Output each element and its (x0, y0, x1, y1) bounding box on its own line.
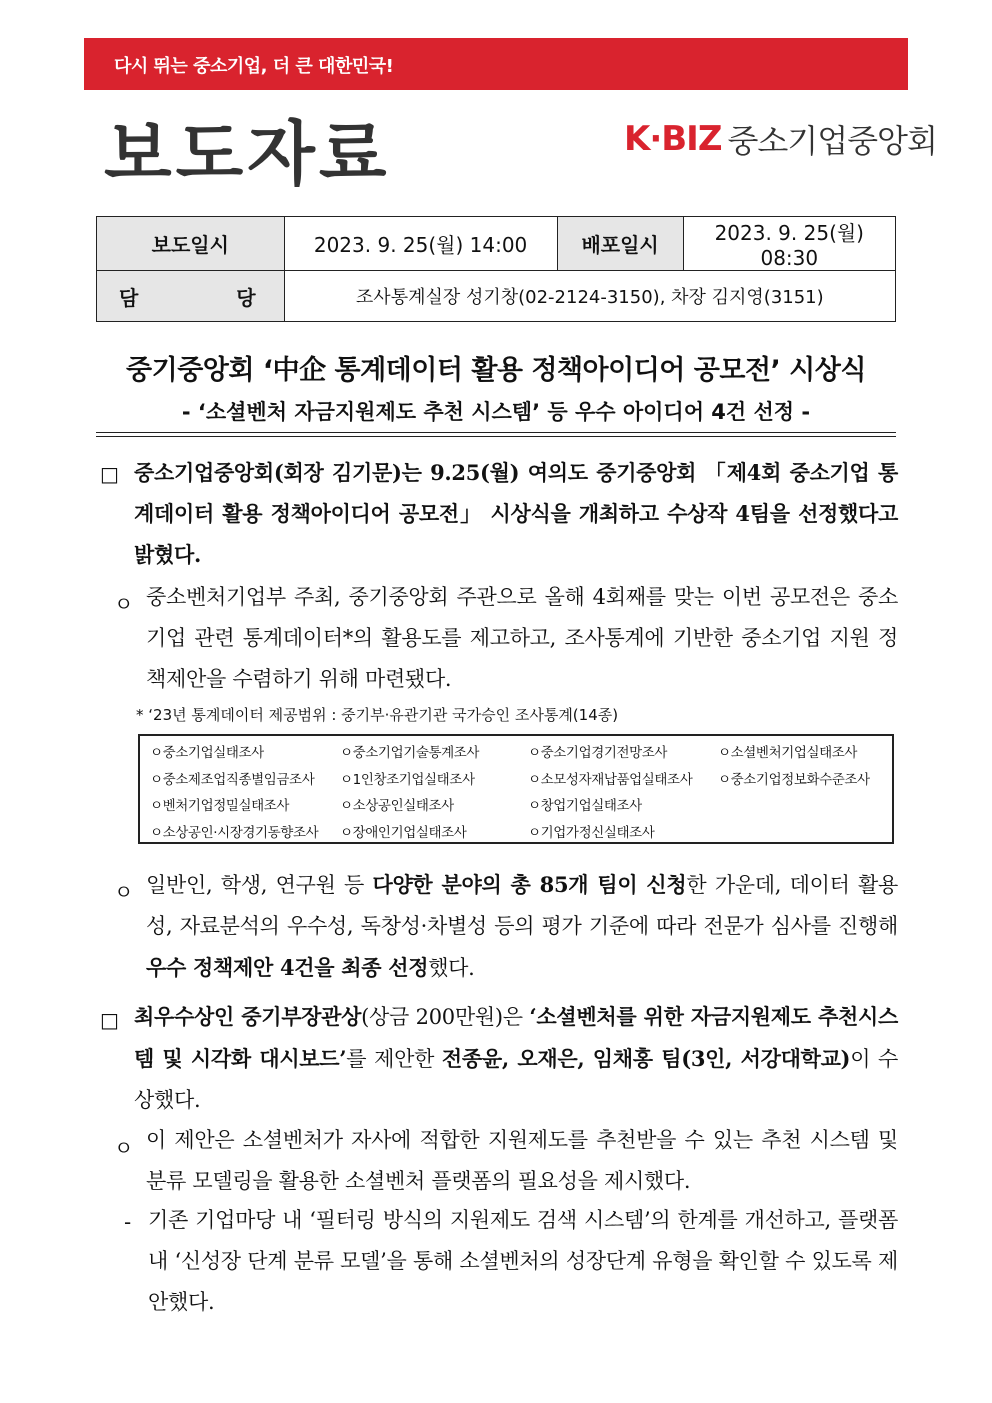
text-run: 한 가운데, 데이터 활용성, 자료분석의 우수성, 독창성·차별성 등의 평가 기준에 따라 전문가 심사를 진행해 (146, 873, 898, 938)
text-run: 이 수상했다. (134, 1047, 899, 1112)
survey-item: ㅇ중소기업실태조사 (150, 745, 264, 762)
survey-item: ㅇ중소제조업직종별임금조사 (150, 771, 315, 788)
text-run: 했다. (428, 956, 475, 980)
survey-item: ㅇ소모성자재납품업실태조사 (528, 771, 693, 788)
release-date-value: 2023. 9. 25(월) 14:00 (284, 217, 557, 271)
circle-bullet: ㅇ (114, 592, 134, 616)
square-bullet: □ (100, 1008, 119, 1032)
slogan-banner (84, 38, 908, 90)
paragraph-proposal: 이 제안은 소셜벤처가 자사에 적합한 지원제도를 추천받을 수 있는 추천 시스템 및 분류 모델링을 활용한 소셜벤처 플랫폼의 필요성을 제시했다. (146, 1128, 898, 1193)
paragraph-improvement: 기존 기업마당 내 ‘필터링 방식의 지원제도 검색 시스템’의 한계를 개선하고, 플랫폼 내 ‘신성장 단계 분류 모델’을 통해 소셜벤처의 성장단계 유형을 확인할 수 있도록 제안했다. (148, 1208, 898, 1314)
paragraph-contest-overview: 중소벤처기업부 주최, 중기중앙회 주관으로 올해 4회째를 맞는 이번 공모전은 중소기업 관련 통계데이터*의 활용도를 제고하고, 조사통계에 기반한 중소기업 지원 정책제안을 수렴하기 위해 마련됐다. (146, 585, 898, 691)
headline-rule-bottom (96, 436, 896, 437)
paragraph-lead: 중소기업중앙회(회장 김기문)는 9.25(월) 여의도 중기중앙회 「제4회 중소기업 통계데이터 활용 정책아이디어 공모전」 시상식을 개최하고 수상작 4팀을 선정했다고 밝혔다. (134, 460, 898, 567)
text-run: 를 제안한 (346, 1047, 442, 1071)
survey-item: ㅇ1인창조기업실태조사 (340, 771, 475, 788)
release-date-label: 보도일시 (97, 217, 285, 271)
text-run-bold: 다양한 분야의 총 85개 팀이 신청 (372, 872, 687, 897)
headline: 중기중앙회 ‘中企 통계데이터 활용 정책아이디어 공모전’ 시상식 (126, 355, 866, 386)
logo-org-name: 중소기업중앙회 (727, 122, 937, 160)
survey-item: ㅇ소상공인·시장경기동향조사 (150, 824, 319, 841)
contact-value: 조사통계실장 성기창(02-2124-3150), 차장 김지영(3151) (284, 271, 895, 322)
distribution-date-label: 배포일시 (557, 217, 683, 271)
survey-item: ㅇ중소기업경기전망조사 (528, 745, 668, 762)
survey-grid (150, 738, 890, 844)
distribution-date-value: 2023. 9. 25(월) 08:30 (683, 217, 895, 271)
dash-bullet: - (124, 1210, 132, 1234)
text-run: 일반인, 학생, 연구원 등 (146, 873, 373, 897)
survey-item: ㅇ중소기업정보화수준조사 (718, 771, 870, 788)
text-run-bold: 전종윤, 오재은, 임채홍 팀(3인, 서강대학교) (441, 1046, 851, 1071)
survey-item: ㅇ장애인기업실태조사 (340, 824, 467, 841)
square-bullet: □ (100, 462, 119, 486)
circle-bullet: ㅇ (114, 880, 134, 904)
headline-rule-top (96, 432, 896, 433)
circle-bullet: ㅇ (114, 1136, 134, 1160)
paragraph-applications (146, 864, 898, 989)
survey-item: ㅇ창업기업실태조사 (528, 798, 642, 815)
paragraph-grand-prize (134, 996, 898, 1121)
footnote: * ‘23년 통계데이터 제공범위 : 중기부·유관기관 국가승인 조사통계(14종) (136, 706, 619, 724)
survey-item: ㅇ소셜벤처기업실태조사 (718, 745, 858, 762)
text-run-bold: 최우수상인 중기부장관상 (134, 1004, 362, 1029)
press-release-title: 보도자료 (104, 113, 391, 195)
kbiz-logo (624, 118, 937, 160)
survey-item: ㅇ벤처기업정밀실태조사 (150, 798, 290, 815)
slogan-text: 다시 뛰는 중소기업, 더 큰 대한민국! (114, 56, 394, 77)
text-run-bold: ‘소셜벤처를 위한 자금지원제도 추천시스템 및 시각화 대시보드’ (134, 1004, 899, 1071)
text-run: (상금 200만원)은 (361, 1005, 530, 1029)
survey-list-box (138, 734, 894, 844)
contact-label: 담 당 (97, 271, 285, 322)
subheadline: - ‘소셜벤처 자금지원제도 추천 시스템’ 등 우수 아이디어 4건 선정 - (181, 400, 811, 424)
text-run-bold: 우수 정책제안 4건을 최종 선정 (146, 955, 429, 980)
logo-brand: K·BIZ (624, 119, 722, 159)
release-info-table (96, 216, 896, 322)
survey-item: ㅇ기업가정신실태조사 (528, 824, 655, 841)
survey-item: ㅇ소상공인실태조사 (340, 798, 454, 815)
survey-item: ㅇ중소기업기술통계조사 (340, 745, 480, 762)
